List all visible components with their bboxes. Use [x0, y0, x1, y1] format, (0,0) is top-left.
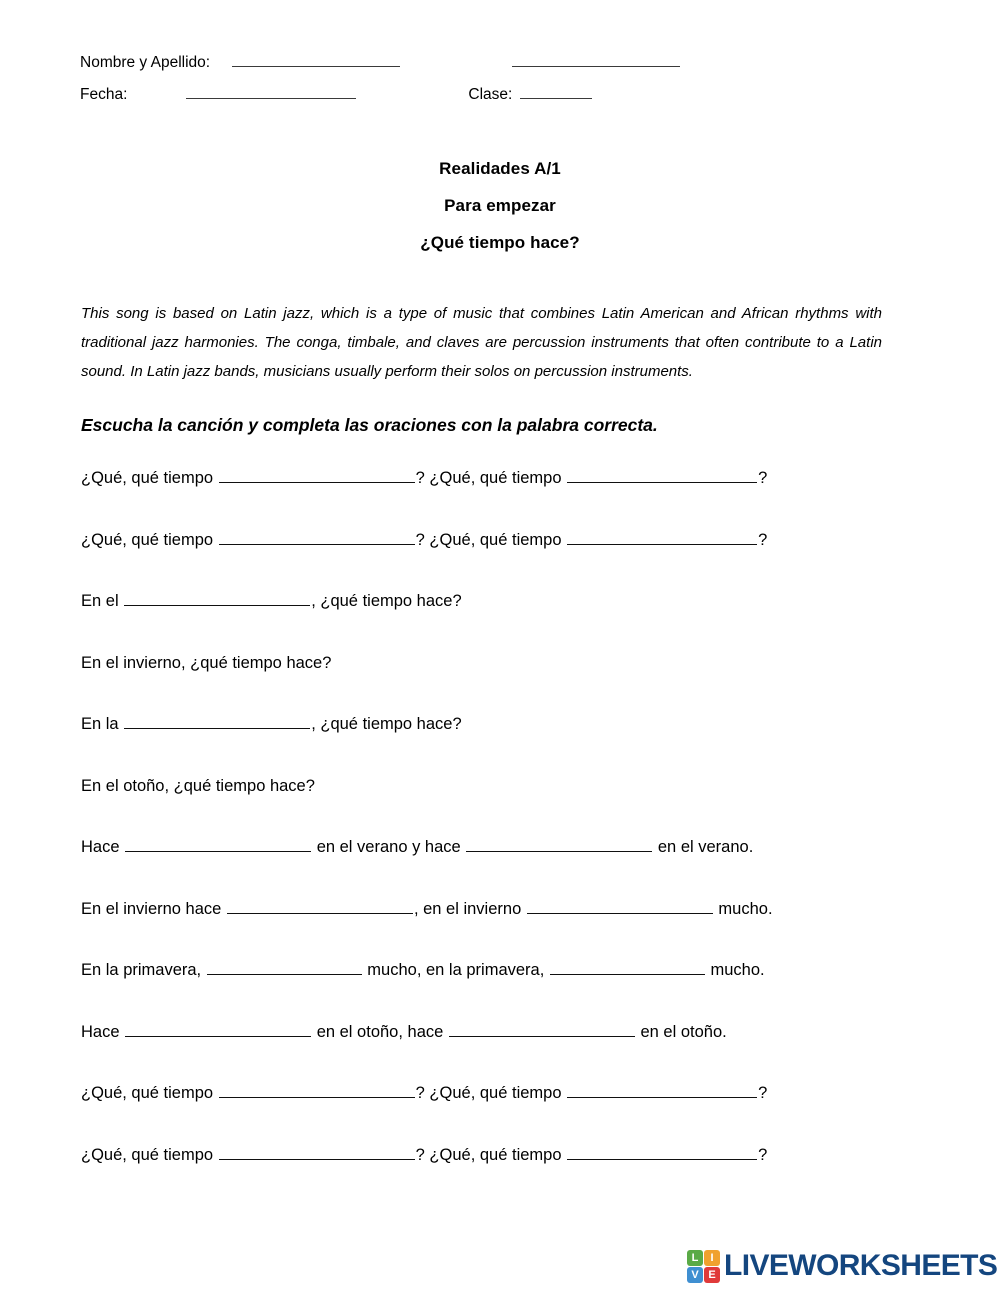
- answer-blank[interactable]: [219, 1084, 415, 1098]
- date-label: Fecha:: [80, 86, 128, 103]
- liveworksheets-logo[interactable]: [687, 1249, 997, 1283]
- answer-blank[interactable]: [567, 531, 757, 545]
- exercise-text: ¿Qué, qué tiempo: [81, 530, 218, 549]
- name-blank[interactable]: [232, 52, 400, 67]
- exercise-line: [81, 960, 921, 1022]
- exercise-text: En el invierno, ¿qué tiempo hace?: [81, 653, 332, 672]
- logo-tile-e-icon: E: [704, 1267, 720, 1283]
- date-blank[interactable]: [186, 84, 356, 99]
- exercise-line: [81, 1022, 921, 1084]
- exercise-text: ¿Qué, qué tiempo: [81, 1084, 218, 1102]
- exercise-text: En la primavera,: [81, 961, 206, 979]
- instruction-text: Escucha la canción y completa las oraciones con la palabra correcta.: [81, 415, 658, 435]
- exercise-text: En el invierno hace: [81, 899, 226, 918]
- exercise-text: ?: [758, 469, 768, 487]
- exercise-text: mucho.: [705, 961, 765, 979]
- exercise-text: En el otoño, ¿qué tiempo hace?: [81, 776, 315, 795]
- intro-paragraph: This song is based on Latin jazz, which is a type of music that combines Latin American and African rhythms with traditional jazz harmonies. The conga, timbale, and claves are percussion instruments that often contribute to a Latin sound. In Latin jazz bands, musicians usually perform their solos on percussion instruments.: [81, 305, 882, 380]
- answer-blank[interactable]: [567, 469, 757, 483]
- exercise-text: Hace: [81, 838, 125, 856]
- title-line-2: Para empezar: [444, 196, 556, 215]
- student-info-header: [80, 52, 920, 116]
- exercise-text: ? ¿Qué, qué tiempo: [415, 469, 567, 487]
- answer-blank[interactable]: [219, 469, 415, 483]
- answer-blank[interactable]: [567, 1146, 757, 1160]
- exercise-text: , en el invierno: [413, 899, 526, 918]
- exercise-text: mucho, en la primavera,: [362, 961, 549, 979]
- exercise-line: [81, 1145, 921, 1207]
- answer-blank[interactable]: [227, 900, 413, 914]
- exercise-text: ?: [758, 1145, 768, 1164]
- title-line-1: Realidades A/1: [439, 159, 561, 178]
- exercise-line: [81, 1083, 921, 1145]
- logo-tile-i-icon: I: [704, 1250, 720, 1266]
- exercise-text: En el: [81, 592, 124, 610]
- exercise-text: en el verano.: [653, 838, 754, 856]
- answer-blank[interactable]: [125, 1023, 311, 1037]
- name-row: [80, 52, 920, 84]
- exercise-line: [81, 899, 921, 961]
- name-extra-blank[interactable]: [512, 52, 680, 67]
- exercise-line: [81, 468, 921, 530]
- answer-blank[interactable]: [466, 838, 652, 852]
- date-class-row: [80, 84, 920, 116]
- worksheet-title: [0, 150, 1000, 261]
- exercise-list: [81, 468, 921, 1206]
- answer-blank[interactable]: [124, 715, 310, 729]
- answer-blank[interactable]: [207, 961, 362, 975]
- logo-wordmark: LIVEWORKSHEETS: [724, 1249, 998, 1282]
- exercise-line: [81, 776, 921, 838]
- logo-tiles: [687, 1250, 720, 1283]
- answer-blank[interactable]: [125, 838, 311, 852]
- class-label: Clase:: [468, 86, 513, 103]
- exercise-text: ¿Qué, qué tiempo: [81, 469, 218, 487]
- exercise-line: [81, 530, 921, 592]
- title-line-3: ¿Qué tiempo hace?: [420, 233, 580, 252]
- exercise-text: ?: [758, 1084, 768, 1102]
- exercise-text: en el verano y hace: [312, 838, 466, 856]
- answer-blank[interactable]: [124, 592, 310, 606]
- answer-blank[interactable]: [219, 531, 415, 545]
- exercise-text: mucho.: [713, 899, 773, 918]
- exercise-line: [81, 714, 921, 776]
- exercise-text: , ¿qué tiempo hace?: [311, 592, 462, 610]
- name-label: Nombre y Apellido:: [80, 54, 211, 71]
- exercise-text: Hace: [81, 1022, 125, 1041]
- logo-tile-v-icon: V: [687, 1267, 703, 1283]
- exercise-text: ? ¿Qué, qué tiempo: [415, 530, 567, 549]
- exercise-text: en el otoño, hace: [312, 1022, 448, 1041]
- answer-blank[interactable]: [219, 1146, 415, 1160]
- exercise-text: En la: [81, 715, 124, 733]
- answer-blank[interactable]: [527, 900, 713, 914]
- exercise-text: en el otoño.: [635, 1022, 727, 1041]
- exercise-text: ? ¿Qué, qué tiempo: [415, 1084, 567, 1102]
- answer-blank[interactable]: [550, 961, 705, 975]
- exercise-text: ? ¿Qué, qué tiempo: [415, 1145, 567, 1164]
- exercise-text: ¿Qué, qué tiempo: [81, 1145, 218, 1164]
- class-blank[interactable]: [520, 84, 592, 99]
- answer-blank[interactable]: [567, 1084, 757, 1098]
- exercise-line: [81, 653, 921, 715]
- exercise-text: , ¿qué tiempo hace?: [311, 715, 462, 733]
- exercise-line: [81, 837, 921, 899]
- answer-blank[interactable]: [449, 1023, 635, 1037]
- exercise-text: ?: [758, 530, 768, 549]
- exercise-line: [81, 591, 921, 653]
- logo-tile-l-icon: L: [687, 1250, 703, 1266]
